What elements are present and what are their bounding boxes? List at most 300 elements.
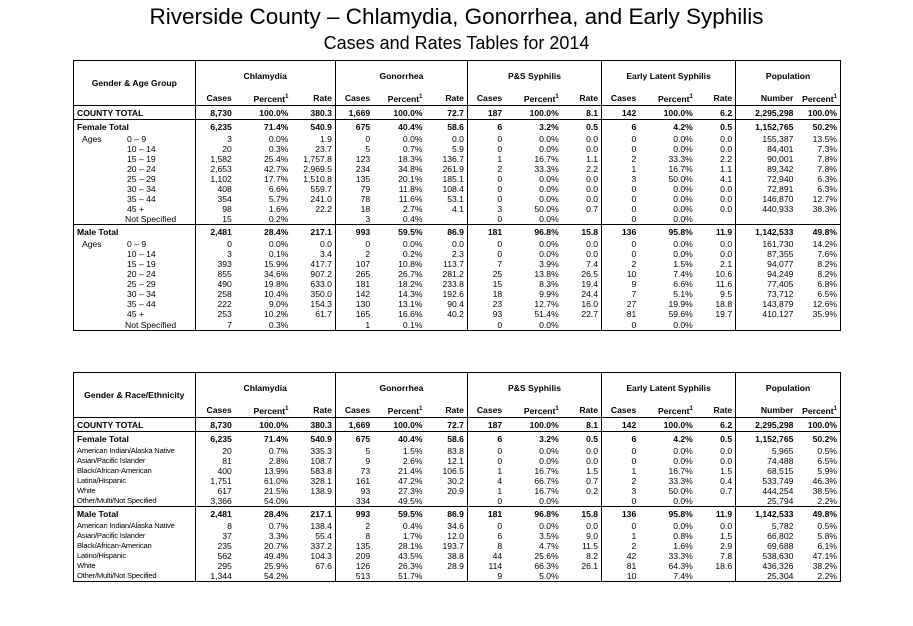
table-row <box>74 279 841 289</box>
cell-value: 1 <box>602 164 640 174</box>
age-group-table <box>73 60 841 331</box>
percent-header-label: Percent <box>387 405 420 416</box>
percent-header-label: Percent <box>253 405 286 416</box>
cell-value: 0 <box>602 456 640 466</box>
disease-header: Gonorrhea <box>335 373 467 403</box>
cell-value: 2 <box>602 541 640 551</box>
cell-value: 0.0% <box>539 248 559 259</box>
cell-value: 25.4% <box>264 153 289 164</box>
percent-header <box>505 403 562 418</box>
cell-value: 34.6% <box>264 269 289 280</box>
cell-value: 38.2% <box>812 560 837 571</box>
cell-value: 2.3 <box>452 248 464 259</box>
cell-value: 2.2% <box>817 570 837 581</box>
row-label <box>74 239 196 249</box>
cell-value: 19.4 <box>581 279 599 290</box>
cell-value: 142 <box>335 289 373 299</box>
cell-value: 4.1 <box>452 204 464 215</box>
cell-value: 2.2% <box>817 495 837 506</box>
row-label <box>74 249 196 259</box>
cell-value: 0.4% <box>402 214 423 225</box>
cell-value: 559.7 <box>310 184 332 195</box>
footnote-marker: 1 <box>833 405 837 412</box>
cell-value: 0.0 <box>586 520 599 531</box>
cell-value: 27 <box>602 299 640 309</box>
percent-header <box>796 403 840 418</box>
percent-header-label: Percent <box>657 405 690 416</box>
cell-value: 46.3% <box>812 475 837 486</box>
cell-value: 0 <box>602 194 640 204</box>
cell-value: 9 <box>335 456 373 466</box>
cell-value: 0.0% <box>539 495 559 506</box>
cell-value: 0 <box>467 174 505 184</box>
cell-value: 0 <box>467 184 505 194</box>
cell-value: 50.2% <box>796 120 840 134</box>
table-row <box>74 164 841 174</box>
cell-value: 0.0 <box>586 455 599 466</box>
table-row <box>74 174 841 184</box>
cell-value: 0.0% <box>539 194 559 205</box>
cell-value: 0 <box>602 249 640 259</box>
cell-value: 1,757.8 <box>303 153 332 164</box>
cell-value <box>562 496 602 507</box>
cell-value: 0.7% <box>402 143 423 154</box>
cell-value: 74,488 <box>736 456 797 466</box>
cell-value: 64.3% <box>668 560 693 571</box>
cell-value: 0.0% <box>673 455 693 466</box>
cell-value <box>426 214 468 225</box>
cell-value: 0.0 <box>720 204 733 215</box>
cell-value: 9.9% <box>539 289 559 300</box>
table-row <box>74 239 841 249</box>
cell-value: 11.6 <box>716 279 733 290</box>
cell-value: 7 <box>467 259 505 269</box>
cell-value: 19.8% <box>264 279 289 290</box>
cell-value: 40.2 <box>447 309 464 320</box>
cell-value: 0 <box>602 320 640 331</box>
cell-value: 335.3 <box>310 445 332 456</box>
cell-value: 0.0 <box>452 238 464 249</box>
cell-value: 1.5 <box>720 530 733 541</box>
cell-value: 10.2% <box>264 309 289 320</box>
cases-header: Cases <box>335 91 373 106</box>
row-label: Other/Multi/Not Specified <box>77 570 157 580</box>
cell-value: 47.1% <box>812 550 837 561</box>
percent-header-label: Percent <box>802 93 834 104</box>
cell-value: 123 <box>335 154 373 164</box>
row-label <box>74 174 196 184</box>
cell-value: 90.4 <box>447 299 464 310</box>
cell-value: 410,127 <box>736 309 797 319</box>
cell-value: 5 <box>335 144 373 154</box>
cell-value <box>426 496 468 507</box>
cell-value: 7.8% <box>817 153 837 164</box>
cell-value: 0.5% <box>817 520 837 531</box>
cases-header: Cases <box>335 403 373 418</box>
cell-value: 0.5 <box>696 432 736 446</box>
row-label: Black/African-American <box>77 465 152 475</box>
cell-value: 8.1 <box>562 106 602 120</box>
cell-value: 513 <box>335 571 373 582</box>
cell-value: 380.3 <box>291 418 335 432</box>
cell-value <box>562 320 602 331</box>
cell-value: 0.4 <box>720 475 733 486</box>
table-row <box>74 446 841 456</box>
cell-value: 2,653 <box>195 164 235 174</box>
table-row <box>74 466 841 476</box>
cell-value: 0.0% <box>268 133 289 144</box>
cell-value: 8 <box>335 531 373 541</box>
cell-value: 0 <box>467 520 505 530</box>
cell-value: 13.5% <box>812 133 837 144</box>
cell-value: 1,142,533 <box>736 225 797 239</box>
cell-value: 1.6% <box>268 204 289 215</box>
cell-value: 11.6% <box>398 194 423 205</box>
rate-header: Rate <box>562 403 602 418</box>
cell-value: 136 <box>602 506 640 520</box>
percent-header <box>373 91 425 106</box>
cell-value: 10 <box>602 571 640 582</box>
cell-value: 0.0% <box>539 173 559 184</box>
row-label <box>74 289 196 299</box>
footnote-marker: 1 <box>285 405 289 412</box>
cell-value: 0.0% <box>539 445 559 456</box>
cell-value: 71.4% <box>235 432 292 446</box>
cell-value: 3.9% <box>539 258 559 269</box>
cell-value: 4.2% <box>639 120 696 134</box>
cell-value: 0.0% <box>539 143 559 154</box>
cell-value: 0.0 <box>586 173 599 184</box>
cell-value: 538,630 <box>736 551 797 561</box>
cell-value: 34.8% <box>398 163 423 174</box>
cell-value: 26.3% <box>398 560 423 571</box>
disease-header: Early Latent Syphilis <box>602 61 736 91</box>
cell-value: 4.2% <box>639 432 696 446</box>
cell-value: 22.2 <box>315 204 332 215</box>
rate-header: Rate <box>291 403 335 418</box>
cell-value: 4 <box>467 476 505 486</box>
cell-value: 0 <box>467 496 505 507</box>
cell-value: 16.7% <box>534 485 559 496</box>
cell-value: 1.1 <box>586 153 599 164</box>
cell-value: 1,751 <box>195 476 235 486</box>
cell-value: 54.0% <box>264 495 289 506</box>
cell-value: 12.0 <box>447 530 464 541</box>
cell-value: 0.7 <box>720 485 733 496</box>
footnote-marker: 1 <box>833 93 837 100</box>
cell-value: 907.2 <box>310 269 332 280</box>
cell-value: 993 <box>335 506 373 520</box>
cell-value: 18.8 <box>715 299 733 310</box>
ages-label: Ages <box>82 133 102 144</box>
cell-value: 0.0% <box>673 248 693 259</box>
cell-value: 0 <box>335 134 373 144</box>
cell-value: 9.0 <box>586 530 599 541</box>
cell-value: 7.8% <box>817 163 837 174</box>
footnote-marker: 1 <box>555 405 559 412</box>
cell-value: 0.0 <box>720 248 733 259</box>
cell-value: 0 <box>467 320 505 331</box>
cell-value <box>696 214 736 225</box>
cell-value: 0.1% <box>268 248 289 259</box>
cell-value: 2 <box>335 520 373 530</box>
cell-value: 18.2% <box>398 279 423 290</box>
cell-value: 1.5 <box>586 465 599 476</box>
table-row <box>74 541 841 551</box>
cell-value: 33.3% <box>668 153 693 164</box>
age-range: 25 – 29 <box>127 173 156 184</box>
cell-value: 8,730 <box>195 106 235 120</box>
cell-value: 0.0% <box>673 520 693 531</box>
footnote-marker: 1 <box>285 93 289 100</box>
cell-value: 98 <box>195 204 235 214</box>
cell-value: 81 <box>602 309 640 319</box>
cell-value: 0.4% <box>402 520 423 531</box>
cell-value: 5.1% <box>673 289 693 300</box>
disease-header: P&S Syphilis <box>467 61 601 91</box>
cell-value: 61.0% <box>264 475 289 486</box>
cell-value: 0.8% <box>673 530 693 541</box>
table-row <box>74 506 841 520</box>
cell-value: 8,730 <box>195 418 235 432</box>
cell-value: 49.8% <box>796 225 840 239</box>
cell-value: 18 <box>335 204 373 214</box>
cell-value: 0 <box>467 144 505 154</box>
cell-value: 241.0 <box>310 194 332 205</box>
cell-value: 1,582 <box>195 154 235 164</box>
age-range: 25 – 29 <box>127 279 156 290</box>
cell-value: 54.2% <box>264 570 289 581</box>
cell-value: 28.9 <box>447 560 464 571</box>
cell-value: 0.0% <box>673 214 693 225</box>
cell-value: 44 <box>467 551 505 561</box>
cell-value: 0 <box>602 144 640 154</box>
cell-value: 3,366 <box>195 496 235 507</box>
disease-header: Chlamydia <box>195 61 335 91</box>
cell-value: 3.3% <box>268 530 289 541</box>
rate-header: Rate <box>426 403 468 418</box>
cell-value: 9 <box>602 279 640 289</box>
cell-value: 66,802 <box>736 531 797 541</box>
cell-value: 0 <box>602 204 640 214</box>
cell-value: 0.0% <box>539 184 559 195</box>
cell-value: 2.8% <box>268 455 289 466</box>
cell-value: 12.1 <box>447 455 464 466</box>
age-range: 20 – 24 <box>127 163 156 174</box>
row-label: White <box>77 485 96 495</box>
cell-value: 15 <box>195 214 235 225</box>
cell-value: 235 <box>195 541 235 551</box>
cell-value: 11.9 <box>696 506 736 520</box>
cell-value: 0.0% <box>673 319 693 330</box>
cell-value: 42.7% <box>264 163 289 174</box>
cell-value: 253 <box>195 309 235 319</box>
cell-value: 3 <box>467 204 505 214</box>
cell-value: 11.9 <box>696 225 736 239</box>
row-label: Black/African-American <box>77 540 152 550</box>
percent-header <box>639 91 696 106</box>
age-range: 0 – 9 <box>127 238 147 249</box>
cell-value: 10.6 <box>715 269 733 280</box>
cell-value: 233.8 <box>442 279 464 290</box>
cell-value: 2,481 <box>195 225 235 239</box>
cell-value: 0.0 <box>720 455 733 466</box>
cell-value: 1 <box>467 154 505 164</box>
table-row <box>74 106 841 120</box>
cell-value: 187 <box>467 106 505 120</box>
cell-value: 1.5% <box>402 445 423 456</box>
cell-value: 0 <box>467 134 505 144</box>
cell-value: 79 <box>335 184 373 194</box>
cell-value: 0.0 <box>720 133 733 144</box>
row-label <box>74 279 196 289</box>
row-label: Male Total <box>74 506 196 520</box>
cell-value: 187 <box>467 418 505 432</box>
cell-value: 0.0 <box>720 445 733 456</box>
cell-value: 8.3% <box>539 279 559 290</box>
cell-value: 66.7% <box>534 475 559 486</box>
age-range: 0 – 9 <box>127 133 147 144</box>
table-row <box>74 184 841 194</box>
cell-value: 100.0% <box>505 106 562 120</box>
cell-value: 89,342 <box>736 164 797 174</box>
cell-value: 43.5% <box>398 550 423 561</box>
cell-value: 66.3% <box>534 560 559 571</box>
cell-value: 0 <box>467 194 505 204</box>
cell-value: 337.2 <box>310 540 332 551</box>
cell-value: 0.0% <box>402 238 423 249</box>
footnote-marker: 1 <box>555 93 559 100</box>
cell-value: 540.9 <box>291 120 335 134</box>
cell-value: 0.0% <box>539 214 559 225</box>
cell-value: 37 <box>195 531 235 541</box>
cell-value: 10 <box>602 269 640 279</box>
cell-value: 130 <box>335 299 373 309</box>
cell-value: 2,481 <box>195 506 235 520</box>
cell-value: 71.4% <box>235 120 292 134</box>
cell-value: 12.6% <box>812 299 837 310</box>
cell-value: 0.0% <box>673 133 693 144</box>
cell-value: 334 <box>335 496 373 507</box>
cell-value: 12.7% <box>812 194 837 205</box>
cell-value: 440,933 <box>736 204 797 214</box>
cell-value: 354 <box>195 194 235 204</box>
cell-value: 146,870 <box>736 194 797 204</box>
disease-header: Early Latent Syphilis <box>602 373 736 403</box>
cell-value: 2.1 <box>720 258 733 269</box>
cell-value: 0.0% <box>673 445 693 456</box>
cell-value: 16.0 <box>581 299 599 310</box>
cell-value: 33.3% <box>668 550 693 561</box>
cell-value: 540.9 <box>291 432 335 446</box>
footnote-marker: 1 <box>419 405 423 412</box>
cell-value: 47.2% <box>398 475 423 486</box>
cell-value: 533,749 <box>736 476 797 486</box>
cell-value: 95.8% <box>639 225 696 239</box>
cell-value: 93 <box>467 309 505 319</box>
cell-value: 562 <box>195 551 235 561</box>
age-range: 30 – 34 <box>127 184 156 195</box>
cell-value: 7 <box>602 289 640 299</box>
cell-value: 1 <box>602 466 640 476</box>
cell-value: 6 <box>467 120 505 134</box>
cell-value: 25,304 <box>736 571 797 582</box>
cell-value: 42 <box>602 551 640 561</box>
cell-value: 8.2 <box>586 550 599 561</box>
percent-header <box>235 91 292 106</box>
cell-value: 617 <box>195 486 235 496</box>
cell-value: 6.5% <box>817 289 837 300</box>
cell-value: 6.8% <box>817 279 837 290</box>
cell-value: 8 <box>195 520 235 530</box>
cell-value <box>562 571 602 582</box>
cell-value: 83.8 <box>447 445 464 456</box>
cell-value: 94,077 <box>736 259 797 269</box>
cell-value: 1 <box>335 320 373 331</box>
cell-value: 436,326 <box>736 561 797 571</box>
cell-value: 0.0 <box>586 238 599 249</box>
cell-value: 9 <box>467 571 505 582</box>
cell-value: 0 <box>335 239 373 249</box>
cases-header: Cases <box>195 403 235 418</box>
cell-value: 1.5% <box>673 258 693 269</box>
cell-value: 0.0 <box>720 194 733 205</box>
cell-value: 10.8% <box>398 258 423 269</box>
cell-value: 87,355 <box>736 249 797 259</box>
cell-value: 0 <box>602 134 640 144</box>
cell-value: 138.9 <box>310 485 332 496</box>
cell-value: 2.6% <box>402 455 423 466</box>
cell-value: 49.5% <box>398 495 423 506</box>
table-row <box>74 154 841 164</box>
cell-value: 86.9 <box>426 225 468 239</box>
cell-value: 13.9% <box>264 465 289 476</box>
disease-header: P&S Syphilis <box>467 373 601 403</box>
cell-value: 0.0% <box>539 133 559 144</box>
cell-value: 11.8% <box>398 184 423 195</box>
age-range: 35 – 44 <box>127 299 156 310</box>
cell-value: 40.4% <box>373 432 425 446</box>
cell-value: 15.8 <box>562 225 602 239</box>
cell-value: 0.0% <box>673 184 693 195</box>
cell-value: 135 <box>335 541 373 551</box>
cell-value: 50.0% <box>534 204 559 215</box>
cell-value: 0.3% <box>268 319 289 330</box>
table-row <box>74 144 841 154</box>
cell-value: 34.6 <box>447 520 464 531</box>
cell-value: 20.1% <box>398 173 423 184</box>
percent-header-label: Percent <box>387 93 420 104</box>
cell-value: 72,940 <box>736 174 797 184</box>
cell-value: 1,344 <box>195 571 235 582</box>
cell-value: 6 <box>602 120 640 134</box>
cell-value: 181 <box>335 279 373 289</box>
cell-value: 0.0% <box>539 319 559 330</box>
table-row <box>74 320 841 331</box>
percent-header-label: Percent <box>657 93 690 104</box>
row-label: Asian/Pacific Islander <box>77 455 146 465</box>
cell-value: 68,515 <box>736 466 797 476</box>
cell-value: 15 <box>467 279 505 289</box>
age-range: 45 + <box>127 309 144 320</box>
cell-value: 0.5 <box>562 120 602 134</box>
cell-value: 7.3% <box>817 143 837 154</box>
cell-value: 96.8% <box>505 225 562 239</box>
cell-value: 7.4% <box>673 570 693 581</box>
cell-value: 0 <box>195 239 235 249</box>
cell-value: 2 <box>602 476 640 486</box>
row-label: Male Total <box>74 225 196 239</box>
